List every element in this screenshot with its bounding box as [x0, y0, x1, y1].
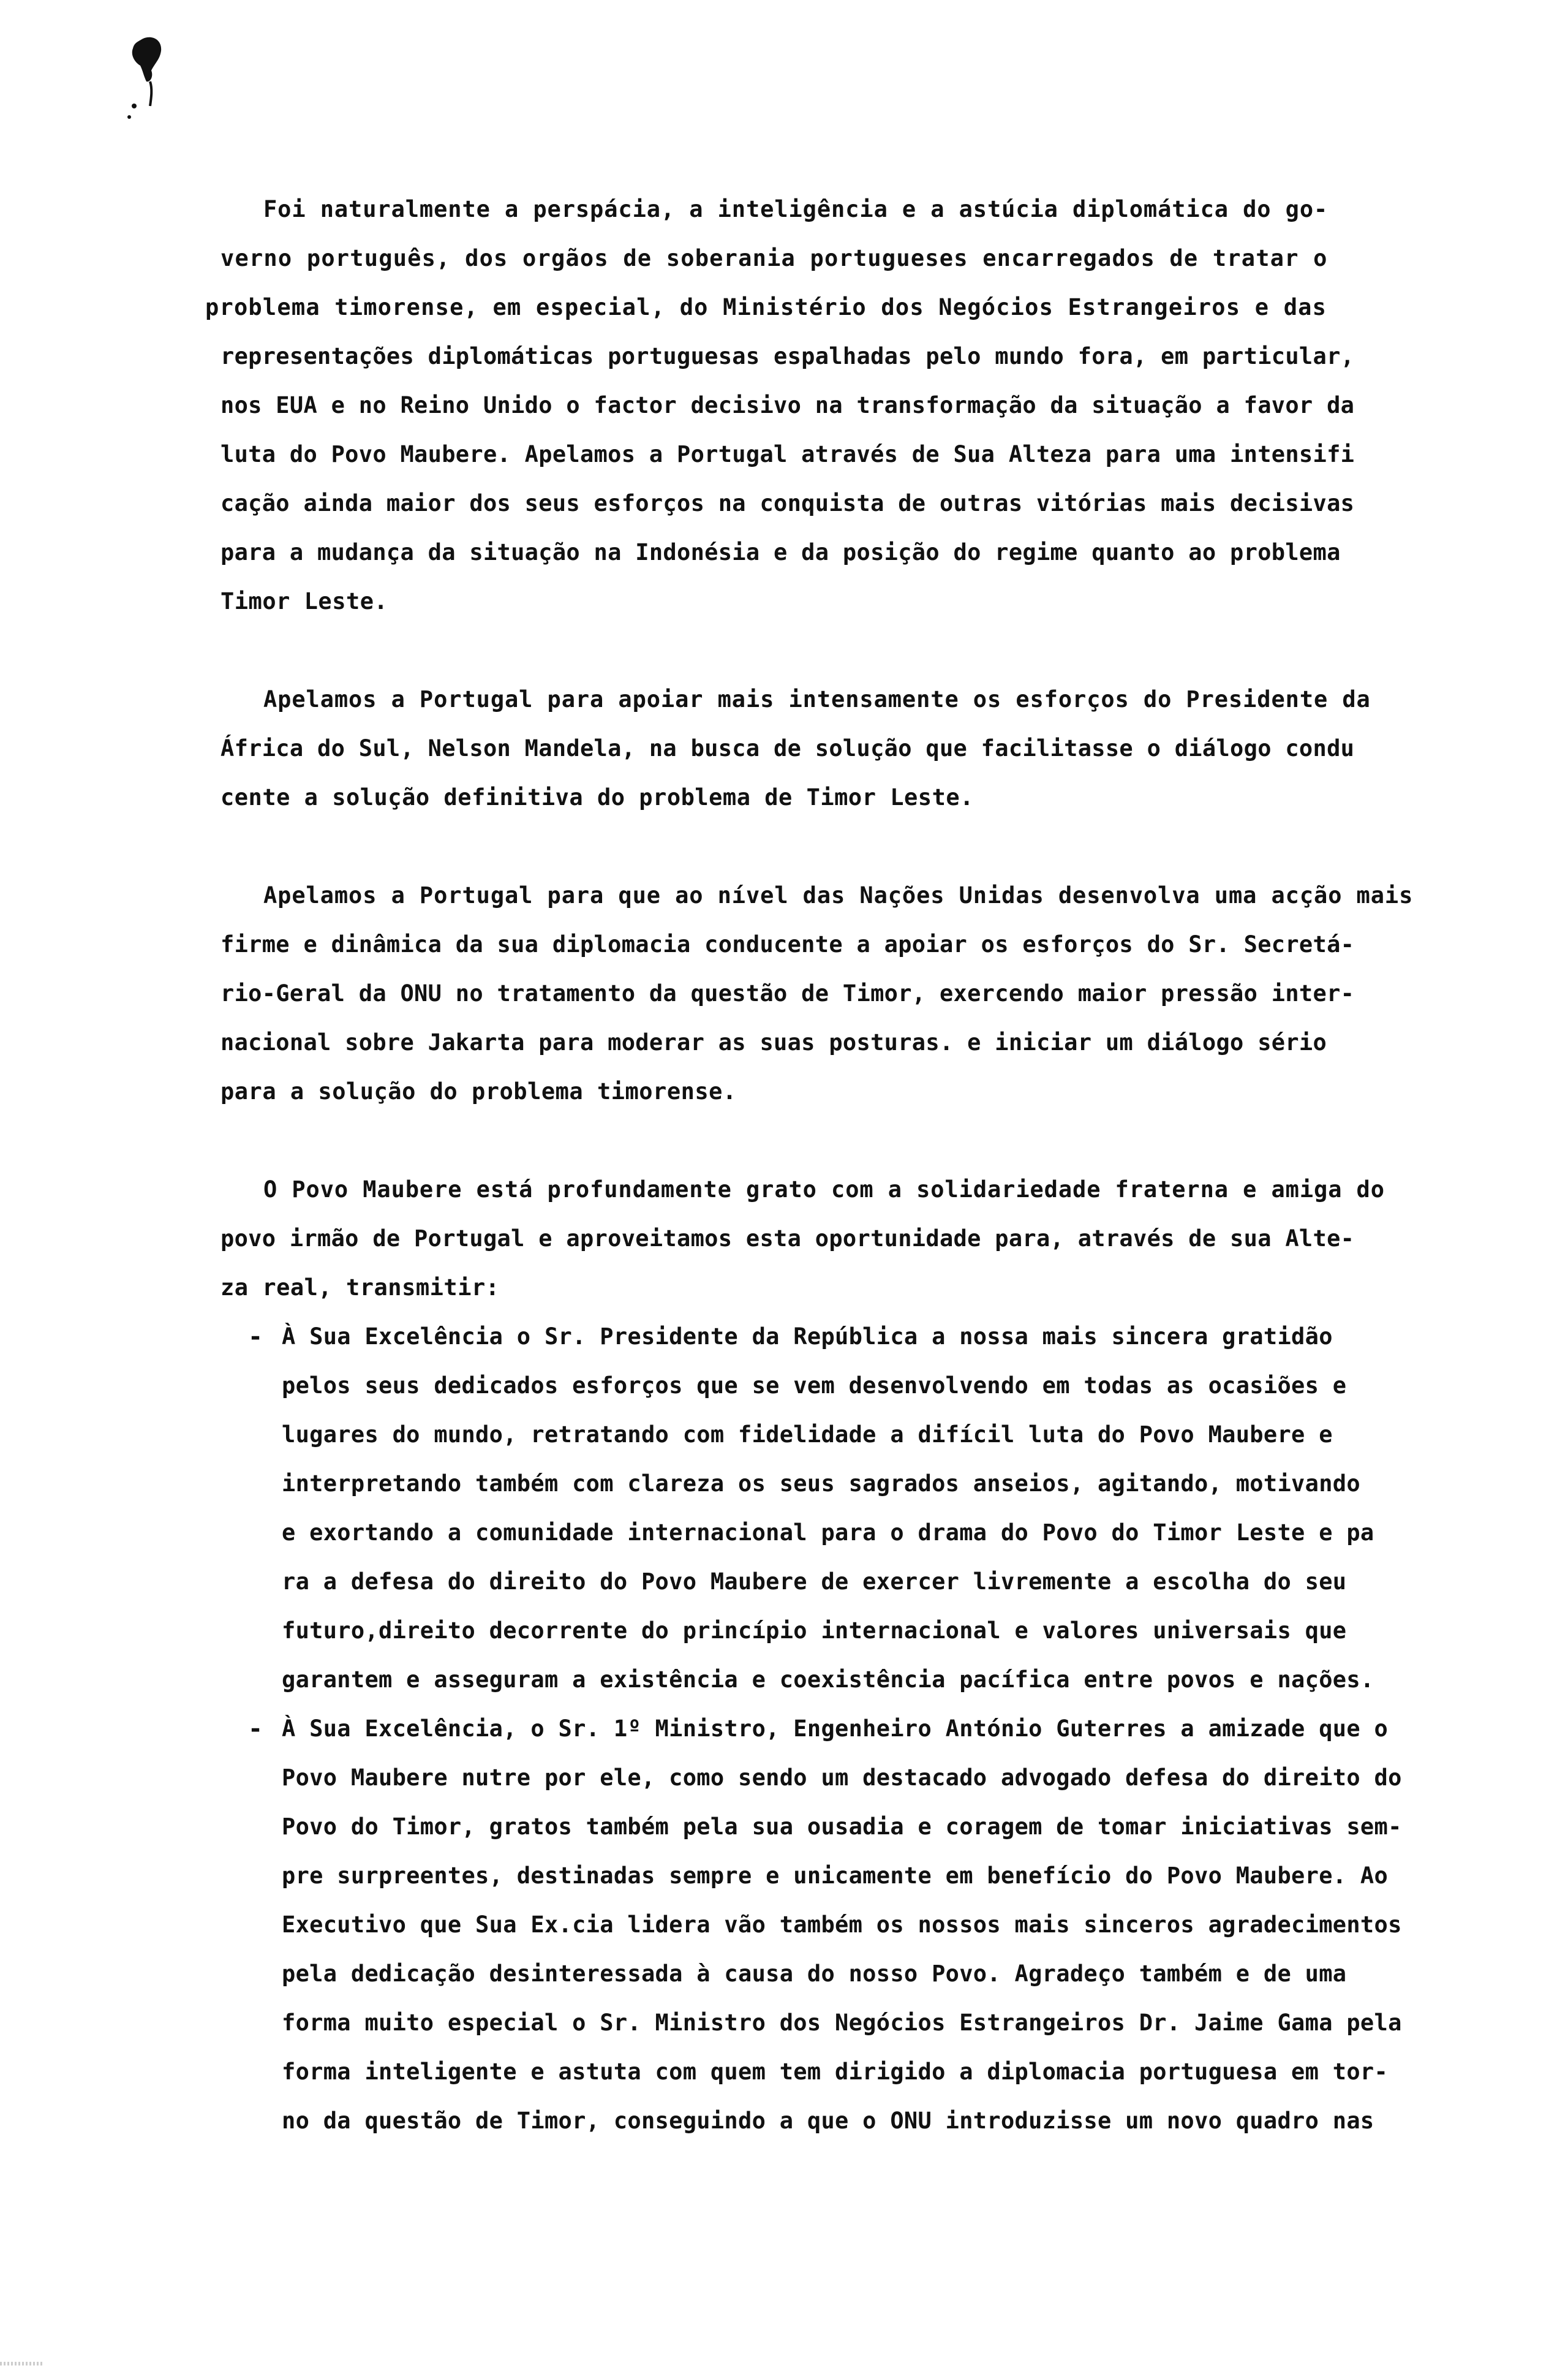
text-line: pre surpreentes, destinadas sempre e unicamente em benefício do Povo Maubere. Ao [282, 1862, 1389, 1889]
text-line: O Povo Maubere está profundamente grato com a solidariedade fraterna e amiga do [263, 1176, 1385, 1203]
text-line: forma muito especial o Sr. Ministro dos Negócios Estrangeiros Dr. Jaime Gama pela [282, 2010, 1402, 2036]
bullet-marker: - [248, 1323, 263, 1351]
text-line: nacional sobre Jakarta para moderar as suas posturas. e iniciar um diálogo sério [221, 1029, 1327, 1056]
bullet-marker: - [248, 1715, 263, 1743]
text-line: garantem e asseguram a existência e coexistência pacífica entre povos e nações. [282, 1666, 1374, 1693]
text-line: Apelamos a Portugal para que ao nível das Nações Unidas desenvolva uma acção mais [263, 882, 1414, 909]
text-line: za real, transmitir: [221, 1274, 500, 1301]
text-line: luta do Povo Maubere. Apelamos a Portugal através de Sua Alteza para uma intensifi [221, 441, 1355, 467]
text-line: verno português, dos orgãos de soberania portugueses encarregados de tratar o [221, 245, 1328, 271]
text-line: ra a defesa do direito do Povo Maubere de exercer livremente a escolha do seu [282, 1568, 1347, 1595]
text-line: À Sua Excelência, o Sr. 1º Ministro, Engenheiro António Guterres a amizade que o [282, 1715, 1389, 1742]
text-line: no da questão de Timor, conseguindo a que o ONU introduzisse um novo quadro nas [282, 2108, 1374, 2134]
text-line: Povo do Timor, gratos também pela sua ousadia e coragem de tomar iniciativas sem- [282, 1813, 1402, 1840]
text-line: firme e dinâmica da sua diplomacia conducente a apoiar os esforços do Sr. Secretá- [221, 931, 1355, 958]
text-line: povo irmão de Portugal e aproveitamos esta oportunidade para, através de sua Alte- [221, 1225, 1355, 1252]
text-line: À Sua Excelência o Sr. Presidente da República a nossa mais sincera gratidão [282, 1323, 1333, 1350]
text-line: Executivo que Sua Ex.cia lidera vão também os nossos mais sinceros agradecimentos [282, 1912, 1402, 1938]
text-line: pelos seus dedicados esforços que se vem desenvolvendo em todas as ocasiões e [282, 1372, 1347, 1399]
scan-edge-mark [0, 2362, 43, 2365]
text-line: África do Sul, Nelson Mandela, na busca de solução que facilitasse o diálogo condu [221, 735, 1355, 762]
text-line: e exortando a comunidade internacional para o drama do Povo do Timor Leste e pa [282, 1519, 1374, 1546]
text-line: cente a solução definitiva do problema de Timor Leste. [221, 784, 974, 811]
text-line: Foi naturalmente a perspácia, a inteligência e a astúcia diplomática do go- [263, 196, 1329, 222]
text-line: forma inteligente e astuta com quem tem dirigido a diplomacia portuguesa em tor- [282, 2059, 1389, 2085]
text-line: interpretando também com clareza os seus sagrados anseios, agitando, motivando [282, 1470, 1360, 1497]
text-line: nos EUA e no Reino Unido o factor decisivo na transformação da situação a favor da [221, 392, 1355, 418]
ink-blot-mark [126, 34, 175, 126]
text-line: rio-Geral da ONU no tratamento da questão de Timor, exercendo maior pressão inter- [221, 980, 1355, 1007]
text-line: lugares do mundo, retratando com fidelidade a difícil luta do Povo Maubere e [282, 1421, 1333, 1448]
text-line: problema timorense, em especial, do Ministério dos Negócios Estrangeiros e das [205, 294, 1327, 320]
text-line: para a mudança da situação na Indonésia e da posição do regime quanto ao problema [221, 539, 1341, 565]
text-line: Timor Leste. [221, 588, 388, 614]
text-line: pela dedicação desinteressada à causa do nosso Povo. Agradeço também e de uma [282, 1961, 1347, 1987]
text-line: futuro,direito decorrente do princípio internacional e valores universais que [282, 1617, 1347, 1644]
text-line: para a solução do problema timorense. [221, 1078, 737, 1105]
text-line: Povo Maubere nutre por ele, como sendo um destacado advogado defesa do direito do [282, 1764, 1402, 1791]
text-line: Apelamos a Portugal para apoiar mais intensamente os esforços do Presidente da [263, 686, 1371, 713]
text-line: representações diplomáticas portuguesas espalhadas pelo mundo fora, em particular, [221, 343, 1355, 369]
text-line: cação ainda maior dos seus esforços na conquista de outras vitórias mais decisivas [221, 490, 1355, 516]
